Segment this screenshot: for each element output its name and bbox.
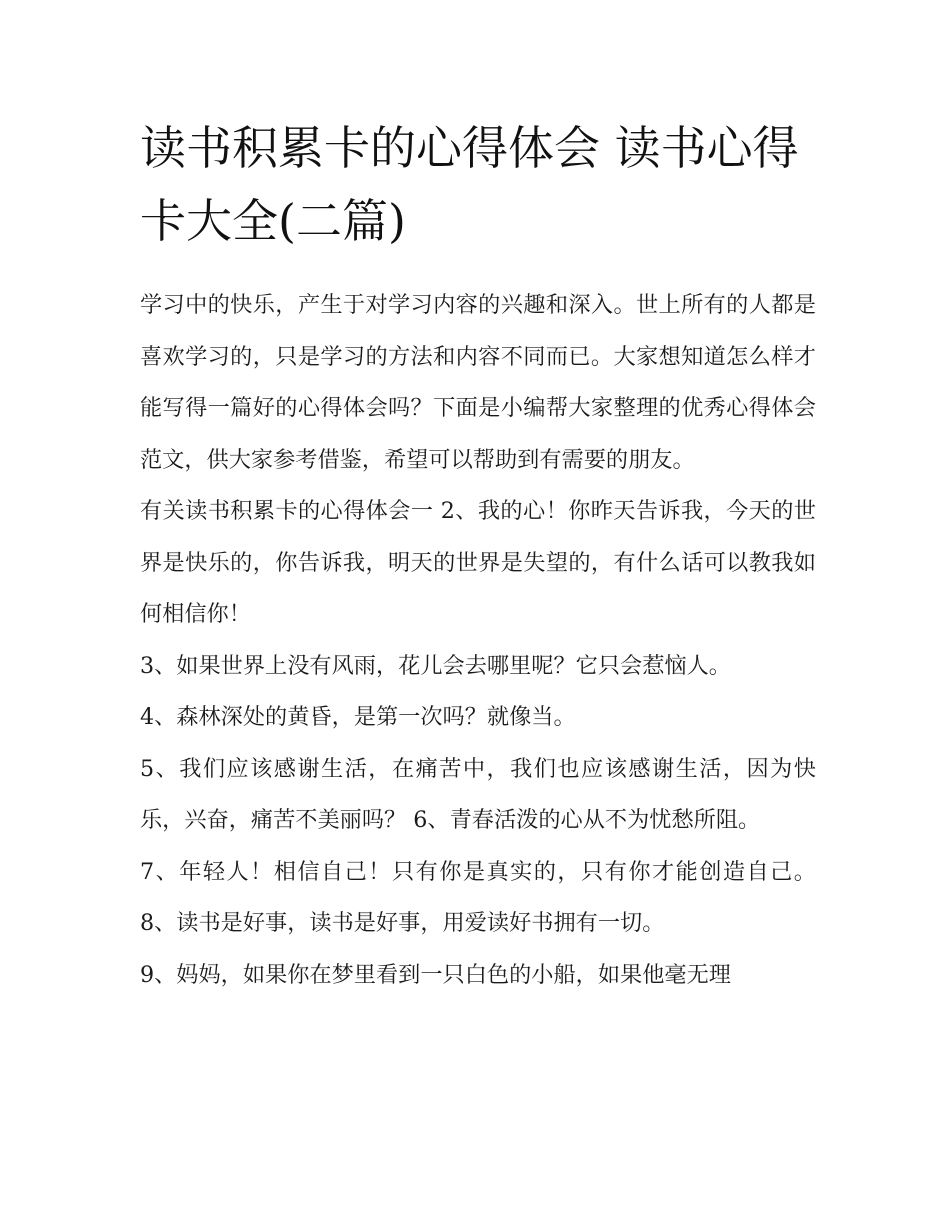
paragraph-intro: 学习中的快乐，产生于对学习内容的兴趣和深入。世上所有的人都是喜欢学习的，只是学习的方法和内容不同而已。大家想知道怎么样才能写得一篇好的心得体会吗？下面是小编帮大家整理的优秀心得体会范文，供大家参考借鉴，希望可以帮助到有需要的朋友。 <box>140 292 816 473</box>
paragraph-item-9: 9、妈妈，如果你在梦里看到一只白色的小船，如果他毫无理 <box>140 961 731 988</box>
paragraph-section-one: 有关读书积累卡的心得体会一 2、我的心！你昨天告诉我，今天的世界是快乐的，你告诉我，明天的世界是失望的，有什么话可以教我如何相信你！ <box>140 498 816 627</box>
document-title: 读书积累卡的心得体会 读书心得卡大全(二篇) <box>140 121 799 248</box>
paragraph-item-7-8: 7、年轻人！相信自己！只有你是真实的，只有你才能创造自己。 8、读书是好事，读书是好事，用爱读好书拥有一切。 <box>140 858 816 936</box>
document-page <box>140 112 816 1001</box>
paragraph-item-4: 4、森林深处的黄昏，是第一次吗？就像当。 <box>140 704 576 730</box>
paragraph-item-3: 3、如果世界上没有风雨，花儿会去哪里呢？它只会惹恼人。 <box>140 652 731 679</box>
paragraph-item-5-6: 5、我们应该感谢生活，在痛苦中，我们也应该感谢生活，因为快乐，兴奋，痛苦不美丽吗？ 6、青春活泼的心从不为忧愁所阻。 <box>140 755 816 833</box>
